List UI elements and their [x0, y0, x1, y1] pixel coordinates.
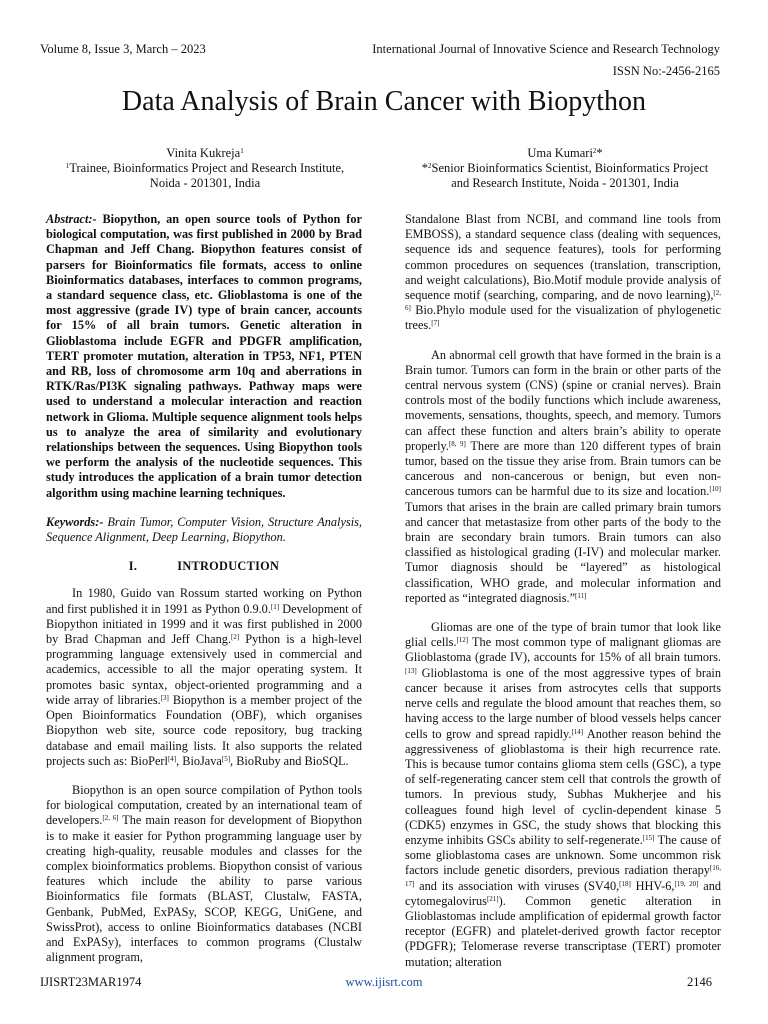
paragraph: Gliomas are one of the type of brain tumor that look like glial cells.[12] The most common type of malignant gliomas are Glioblastoma (grade IV), accounts for 15% of all brain tumors.[13] Glioblastoma is one of the most aggressive types of brain cancer because it arises from astrocytes cells that supports nerve cells and regulate the blood amount that reaches them, so having access to the large number of blood vessels helps cancer cells to grow and spread rapidly.[14] Another reason behind the aggressiveness of glioblastoma is their high recurrence rate. This is because tumor contains glioma stem cells (GSC), a type of self-regenerating cancer stem cell that controls the growth of tumors. In previous study, Subhas Mukherjee and his colleagues found high level of cyclin-dependent kinase 5 (CDK5) enzymes in GSC, the study shows that blocking this enzyme inhibits GSCs ability to self-regenerate.[15] The cause of some glioblastoma cases are unknown. Some uncommon risk factors include genetic disorders, previous radiation therapy[16, 17] and its association with viruses (SV40,[18] HHV-6,[19, 20] and cytomegalovirus[21]). Common genetic alteration in Glioblastomas include amplification of epidermal growth factor receptor (EGFR) and platelet-derived growth factor receptor (PDGFR); Telomerase reverse transcriptase (TERT) promoter mutation; alteration: [405, 620, 721, 969]
author-name: Vinita Kukreja$^1$: [166, 146, 244, 160]
paragraph: Standalone Blast from NCBI, and command line tools from EMBOSS), a standard sequence class (dealing with sequences, sequence ids and sequence features), tools for performing common procedures on sequences (translation, transcription, and weight calculations), Bio.Motif module provide analysis of sequence motif (searching, comparing, and de novo learning),[2, 6] Bio.Phylo module used for the visualization of phylogenetic trees.[7]: [405, 212, 721, 333]
right-column: [405, 212, 721, 984]
paragraph: In 1980, Guido van Rossum started working on Python and first published it in 1991 as Python 0.9.0.[1] Development of Biopython initiated in 1999 and it was first published in 2000 by Brad Chapman and Jeff Chang.[2] Python is a high-level programming language extensively used in commercial and academics, accessible to all the major operating system. It promotes basic syntax, object-oriented programming and a wide array of libraries.[3] Biopython is a member project of the Open Bioinformatics Foundation (OBF), which organises Biopython web site, source code repository, bug tracking database and email mailing lists. It also supports the related projects such as: BioPerl[4], BioJava[5], BioRuby and BioSQL.: [46, 586, 362, 768]
journal-name: International Journal of Innovative Science and Research Technology: [372, 42, 720, 56]
author-affiliation: $^1$Trainee, Bioinformatics Project and Research Institute,: [65, 161, 345, 175]
paragraph: Biopython is an open source compilation of Python tools for biological computation, created by an international team of developers.[2, 6] The main reason for development of Biopython is to make it easier for Python programming language user by creating high-quality, reusable modules and classes for the complex bioinformatics problems. Biopython consist of various features which include the ability to parse various Bioinformatics file formats (BLAST, Clustalw, FASTA, Genbank, PubMed, ExPASy, SCOP, KEGG, UniGene, and SwissProt), access to online Bioinformatics databases (NCBI and ExPASy), interfaces to common programs (Clustalw alignment program,: [46, 782, 362, 965]
volume-issue: Volume 8, Issue 3, March – 2023: [40, 42, 206, 56]
article-id: IJISRT23MAR1974: [40, 975, 142, 989]
section-heading-introduction: I. INTRODUCTION: [128, 559, 280, 574]
author-affiliation-line2: Noida - 201301, India: [149, 176, 261, 190]
author-block-2: [410, 146, 720, 191]
journal-website-link[interactable]: www.ijisrt.com: [345, 975, 423, 989]
author-name: Uma Kumari$^2$*: [527, 146, 603, 160]
keywords: Keywords:- Brain Tumor, Computer Vision, Structure Analysis, Sequence Alignment, Deep Learning, Biopython.: [46, 514, 362, 545]
paper-title: Data Analysis of Brain Cancer with Biopython: [121, 86, 647, 117]
author-affiliation: *$^2$Senior Bioinformatics Scientist, Bioinformatics Project: [421, 161, 709, 175]
left-column: [46, 212, 362, 979]
author-affiliation-line2: and Research Institute, Noida - 201301, India: [451, 176, 679, 190]
paragraph: An abnormal cell growth that have formed in the brain is a Brain tumor. Tumors can form in the brain or other parts of the central nervous system (CNS) (spine or cranial nerves). Brain controls most of the bodily functions which include awareness, movements, sensations, thoughts, speech, and memory. Tumors can affect these function and alters brain’s ability to operate properly.[8, 9] There are more than 120 different types of brain tumor, based on the tissue they arise from. Brain tumors can be cancerous and non-cancerous or benign, but even non-cancerous tumors can be harmful due to its size and location.[10] Tumors that arises in the brain are called primary brain tumors and cancer that metastasize from other parts of the body to the brain are secondary brain tumors. Brain tumors can also classified as histological grading (I-IV) and molecular marker. Tumor diagnosis should be “layered” as histological classification, WHO grade, and molecular information and reported as “integrated diagnosis.”[11]: [405, 347, 721, 605]
issn: ISSN No:-2456-2165: [612, 64, 720, 78]
author-block-1: [40, 146, 370, 191]
abstract: Abstract:- Biopython, an open source tools of Python for biological computation, was first published in 2000 by Brad Chapman and Jeff Chang. Biopython features consist of parsers for Bioinformatics file formats, access to online Bioinformatics databases, interfaces to common programs, a standard sequence class, etc. Glioblastoma is one of the most aggressive (grade IV) type of brain cancer, accounts for 15% of all brain tumors. Genetic alteration in Glioblastoma include EGFR and PDGFR amplification, TERT promoter mutation, alteration in TP53, NF1, PTEN and RB, loss of chromosome arm 10q and aberrations in RTK/Ras/PI3K signaling pathways. Pathway maps were used to understand a molecular interaction and reaction network in Glioma. Multiple sequence alignment tools helps us to analyze the area of similarity and evolutionary relationships between the sequences. Using Biopython tools we perform the analysis of the nucleotide sequences. This study introduces the application of a brain tumor detection algorithm using machine learning techniques.: [46, 212, 362, 500]
page-number: 2146: [687, 975, 712, 989]
